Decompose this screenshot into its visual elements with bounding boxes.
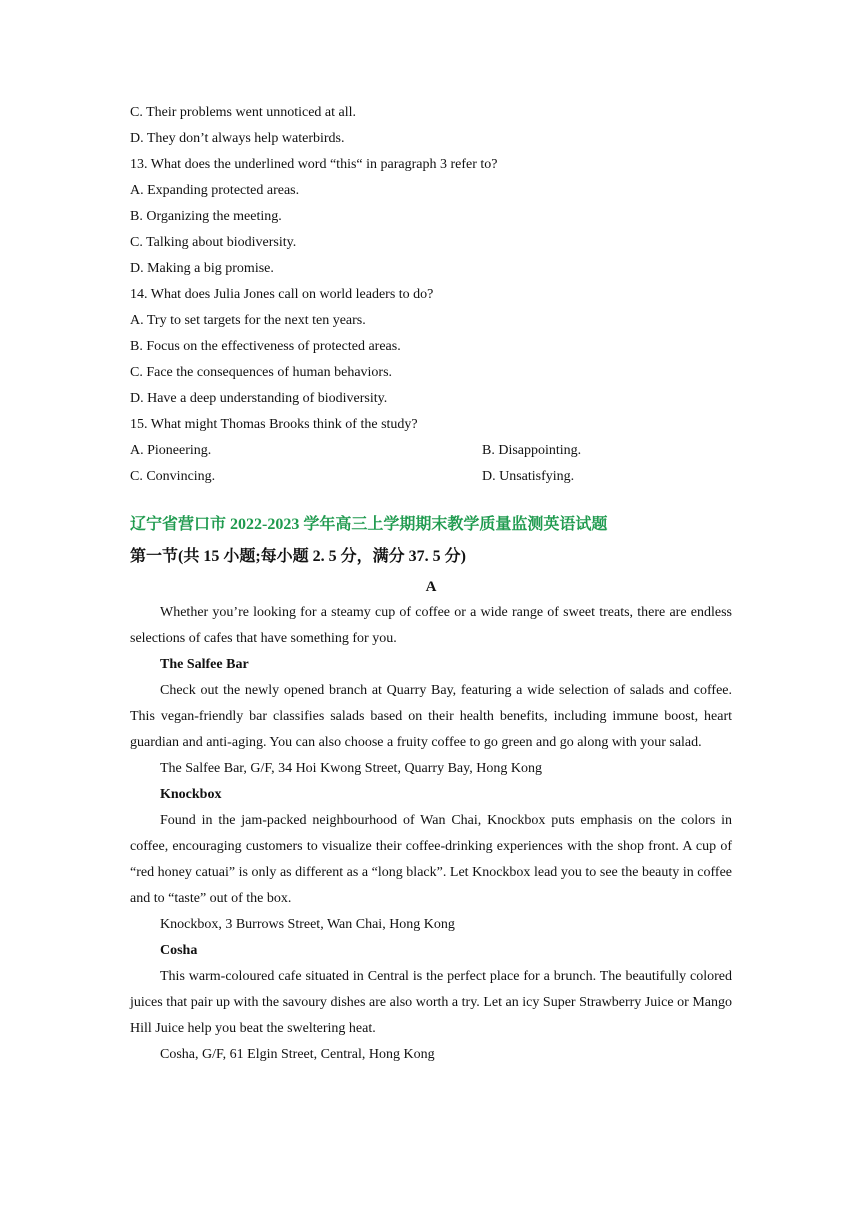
- option-text: D. Have a deep understanding of biodiversity.: [130, 391, 388, 406]
- cafe-name: Knockbox: [160, 787, 222, 802]
- spacer: [130, 490, 732, 510]
- cafe-address: Knockbox, 3 Burrows Street, Wan Chai, Hong Kong: [160, 917, 455, 932]
- option-text: C. Talking about biodiversity.: [130, 235, 297, 250]
- q15-options-row-2: [130, 464, 732, 490]
- q15-options-row-1: [130, 438, 732, 464]
- question-15: 15. What might Thomas Brooks think of the study?: [130, 417, 418, 432]
- passage-intro: Whether you’re looking for a steamy cup of coffee or a wide range of sweet treats, there are endless selections of cafes that have something for you.: [130, 605, 732, 646]
- option-text: C. Face the consequences of human behaviors.: [130, 365, 393, 380]
- q15-option-a: A. Pioneering.: [130, 443, 212, 458]
- cafe-description: Found in the jam-packed neighbourhood of Wan Chai, Knockbox puts emphasis on the colors in coffee, encouraging customers to visualize their coffee-drinking experiences with the shop front. A cup of “red honey catuai” is only as different as a “long black”. Let Knockbox lead you to see the beauty in coffee and to “taste” out of the box.: [130, 813, 732, 906]
- option-text: D. Making a big promise.: [130, 261, 274, 276]
- option-text: B. Organizing the meeting.: [130, 209, 282, 224]
- cafe-address: Cosha, G/F, 61 Elgin Street, Central, Hong Kong: [160, 1047, 435, 1062]
- cafe-description: Check out the newly opened branch at Quarry Bay, featuring a wide selection of salads and coffee. This vegan-friendly bar classifies salads based on their health benefits, including immune boost, heart guardian and anti-aging. You can also choose a fruity coffee to go green and go along with your salad.: [130, 683, 732, 750]
- cafe-description: This warm-coloured cafe situated in Central is the perfect place for a brunch. The beautifully colored juices that pair up with the savoury dishes are also worth a try. Let an icy Super Strawberry Juice or Mango Hill Juice help you beat the sweltering heat.: [130, 969, 732, 1036]
- option-text: D. They don’t always help waterbirds.: [130, 131, 345, 146]
- page-content: [130, 100, 732, 1068]
- option-text: B. Focus on the effectiveness of protected areas.: [130, 339, 401, 354]
- part-label: A: [425, 579, 437, 595]
- question-14: 14. What does Julia Jones call on world leaders to do?: [130, 287, 434, 302]
- cafe-name: Cosha: [160, 943, 198, 958]
- q15-option-b: B. Disappointing.: [482, 443, 582, 458]
- cafe-name: The Salfee Bar: [160, 657, 249, 672]
- q15-option-d: D. Unsatisfying.: [482, 469, 575, 484]
- cafe-address: The Salfee Bar, G/F, 34 Hoi Kwong Street, Quarry Bay, Hong Kong: [160, 761, 542, 776]
- q15-option-c: C. Convincing.: [130, 469, 216, 484]
- exam-title: 辽宁省营口市 2022-2023 学年高三上学期期末教学质量监测英语试题: [130, 516, 608, 533]
- option-text: A. Expanding protected areas.: [130, 183, 300, 198]
- question-13: 13. What does the underlined word “this“ in paragraph 3 refer to?: [130, 157, 498, 172]
- section-heading: 第一节(共 15 小题;每小题 2. 5 分，满分 37. 5 分): [130, 548, 466, 565]
- option-text: C. Their problems went unnoticed at all.: [130, 105, 357, 120]
- option-text: A. Try to set targets for the next ten years.: [130, 313, 366, 328]
